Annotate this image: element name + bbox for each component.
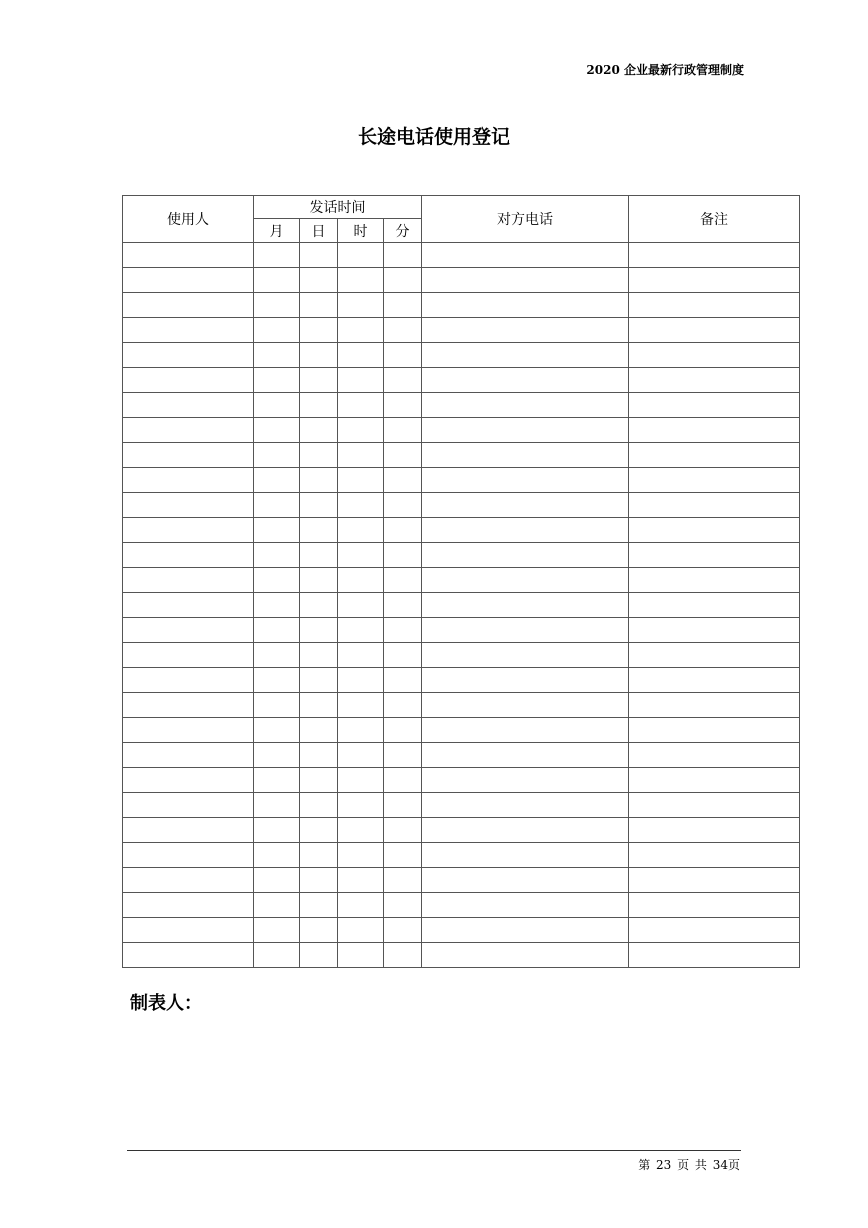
cell-month — [254, 668, 300, 693]
cell-user — [123, 843, 254, 868]
cell-user — [123, 593, 254, 618]
cell-hour — [338, 268, 384, 293]
cell-hour — [338, 668, 384, 693]
cell-day — [300, 418, 338, 443]
cell-month — [254, 293, 300, 318]
cell-month — [254, 468, 300, 493]
cell-day — [300, 468, 338, 493]
phone-log-table — [122, 195, 800, 968]
cell-month — [254, 318, 300, 343]
cell-hour — [338, 843, 384, 868]
cell-other-party-phone — [422, 393, 629, 418]
cell-minute — [384, 518, 422, 543]
cell-day — [300, 318, 338, 343]
cell-remarks — [629, 468, 800, 493]
cell-day — [300, 543, 338, 568]
cell-month — [254, 593, 300, 618]
cell-day — [300, 718, 338, 743]
cell-month — [254, 418, 300, 443]
cell-hour — [338, 243, 384, 268]
cell-other-party-phone — [422, 793, 629, 818]
cell-user — [123, 293, 254, 318]
cell-hour — [338, 643, 384, 668]
cell-minute — [384, 268, 422, 293]
cell-other-party-phone — [422, 918, 629, 943]
table-row — [123, 868, 800, 893]
cell-other-party-phone — [422, 618, 629, 643]
cell-user — [123, 618, 254, 643]
cell-minute — [384, 543, 422, 568]
cell-day — [300, 568, 338, 593]
cell-day — [300, 618, 338, 643]
cell-remarks — [629, 843, 800, 868]
cell-day — [300, 693, 338, 718]
cell-user — [123, 693, 254, 718]
cell-minute — [384, 393, 422, 418]
cell-other-party-phone — [422, 818, 629, 843]
cell-month — [254, 768, 300, 793]
column-header-call-time: 发话时间 — [254, 196, 422, 219]
cell-hour — [338, 493, 384, 518]
cell-other-party-phone — [422, 693, 629, 718]
cell-user — [123, 793, 254, 818]
cell-day — [300, 768, 338, 793]
cell-minute — [384, 743, 422, 768]
cell-day — [300, 893, 338, 918]
cell-month — [254, 868, 300, 893]
cell-hour — [338, 468, 384, 493]
cell-month — [254, 343, 300, 368]
cell-day — [300, 943, 338, 968]
cell-hour — [338, 343, 384, 368]
cell-remarks — [629, 568, 800, 593]
cell-day — [300, 443, 338, 468]
cell-hour — [338, 568, 384, 593]
cell-remarks — [629, 868, 800, 893]
table-row — [123, 493, 800, 518]
cell-other-party-phone — [422, 743, 629, 768]
column-header-hour: 时 — [338, 219, 384, 243]
cell-user — [123, 518, 254, 543]
footer-divider — [127, 1150, 741, 1151]
cell-minute — [384, 318, 422, 343]
cell-minute — [384, 418, 422, 443]
cell-hour — [338, 893, 384, 918]
cell-hour — [338, 543, 384, 568]
cell-other-party-phone — [422, 543, 629, 568]
cell-minute — [384, 593, 422, 618]
cell-minute — [384, 643, 422, 668]
running-header: 2020 企业最新行政管理制度 — [586, 63, 744, 77]
cell-other-party-phone — [422, 593, 629, 618]
table-row — [123, 243, 800, 268]
cell-day — [300, 793, 338, 818]
cell-user — [123, 343, 254, 368]
table-body — [123, 243, 800, 968]
cell-remarks — [629, 268, 800, 293]
cell-day — [300, 393, 338, 418]
table-row — [123, 843, 800, 868]
cell-remarks — [629, 593, 800, 618]
cell-user — [123, 243, 254, 268]
table-row — [123, 568, 800, 593]
cell-other-party-phone — [422, 343, 629, 368]
cell-day — [300, 293, 338, 318]
cell-remarks — [629, 693, 800, 718]
page-title: 长途电话使用登记 — [357, 126, 510, 148]
cell-month — [254, 918, 300, 943]
cell-minute — [384, 443, 422, 468]
table-row — [123, 443, 800, 468]
cell-remarks — [629, 918, 800, 943]
cell-month — [254, 943, 300, 968]
cell-hour — [338, 943, 384, 968]
table-row — [123, 793, 800, 818]
cell-hour — [338, 868, 384, 893]
cell-hour — [338, 793, 384, 818]
table-row — [123, 618, 800, 643]
cell-user — [123, 468, 254, 493]
cell-month — [254, 243, 300, 268]
cell-month — [254, 718, 300, 743]
cell-user — [123, 568, 254, 593]
cell-remarks — [629, 393, 800, 418]
cell-minute — [384, 793, 422, 818]
cell-minute — [384, 493, 422, 518]
cell-user — [123, 818, 254, 843]
cell-user — [123, 493, 254, 518]
cell-remarks — [629, 518, 800, 543]
cell-month — [254, 493, 300, 518]
cell-day — [300, 243, 338, 268]
cell-user — [123, 393, 254, 418]
cell-minute — [384, 818, 422, 843]
cell-hour — [338, 693, 384, 718]
cell-day — [300, 868, 338, 893]
cell-user — [123, 743, 254, 768]
table-row — [123, 393, 800, 418]
page-number: 第 23 页 共 34页 — [638, 1158, 740, 1172]
cell-remarks — [629, 743, 800, 768]
cell-other-party-phone — [422, 243, 629, 268]
cell-other-party-phone — [422, 568, 629, 593]
cell-user — [123, 943, 254, 968]
cell-remarks — [629, 643, 800, 668]
cell-day — [300, 518, 338, 543]
column-header-day: 日 — [300, 219, 338, 243]
cell-remarks — [629, 318, 800, 343]
cell-other-party-phone — [422, 943, 629, 968]
cell-remarks — [629, 943, 800, 968]
cell-day — [300, 818, 338, 843]
cell-user — [123, 268, 254, 293]
cell-month — [254, 843, 300, 868]
cell-remarks — [629, 343, 800, 368]
cell-month — [254, 568, 300, 593]
cell-minute — [384, 468, 422, 493]
table-row — [123, 293, 800, 318]
cell-minute — [384, 693, 422, 718]
table-row — [123, 593, 800, 618]
cell-hour — [338, 418, 384, 443]
table-row — [123, 943, 800, 968]
cell-minute — [384, 618, 422, 643]
cell-minute — [384, 343, 422, 368]
cell-day — [300, 268, 338, 293]
cell-hour — [338, 618, 384, 643]
table-row — [123, 743, 800, 768]
cell-hour — [338, 818, 384, 843]
cell-user — [123, 418, 254, 443]
cell-day — [300, 668, 338, 693]
cell-user — [123, 318, 254, 343]
cell-remarks — [629, 418, 800, 443]
cell-remarks — [629, 493, 800, 518]
cell-remarks — [629, 793, 800, 818]
cell-month — [254, 268, 300, 293]
table-row — [123, 693, 800, 718]
cell-hour — [338, 393, 384, 418]
cell-remarks — [629, 368, 800, 393]
cell-month — [254, 743, 300, 768]
cell-other-party-phone — [422, 468, 629, 493]
cell-month — [254, 443, 300, 468]
table-row — [123, 668, 800, 693]
cell-hour — [338, 368, 384, 393]
cell-day — [300, 743, 338, 768]
cell-other-party-phone — [422, 443, 629, 468]
cell-other-party-phone — [422, 868, 629, 893]
cell-user — [123, 668, 254, 693]
cell-other-party-phone — [422, 418, 629, 443]
cell-minute — [384, 243, 422, 268]
cell-other-party-phone — [422, 668, 629, 693]
cell-hour — [338, 518, 384, 543]
prepared-by-label: 制表人： — [130, 993, 202, 1014]
cell-other-party-phone — [422, 493, 629, 518]
table-row — [123, 918, 800, 943]
cell-other-party-phone — [422, 293, 629, 318]
column-header-user: 使用人 — [123, 196, 254, 243]
cell-minute — [384, 368, 422, 393]
cell-user — [123, 443, 254, 468]
cell-hour — [338, 443, 384, 468]
table-row — [123, 543, 800, 568]
cell-minute — [384, 718, 422, 743]
table-row — [123, 343, 800, 368]
cell-user — [123, 893, 254, 918]
cell-remarks — [629, 293, 800, 318]
cell-other-party-phone — [422, 718, 629, 743]
cell-remarks — [629, 893, 800, 918]
cell-user — [123, 643, 254, 668]
table-row — [123, 368, 800, 393]
table-row — [123, 268, 800, 293]
cell-hour — [338, 293, 384, 318]
cell-day — [300, 368, 338, 393]
table-row — [123, 418, 800, 443]
cell-user — [123, 768, 254, 793]
table-row — [123, 893, 800, 918]
cell-remarks — [629, 443, 800, 468]
cell-day — [300, 643, 338, 668]
cell-remarks — [629, 243, 800, 268]
cell-minute — [384, 918, 422, 943]
cell-user — [123, 868, 254, 893]
cell-other-party-phone — [422, 368, 629, 393]
cell-month — [254, 393, 300, 418]
cell-user — [123, 918, 254, 943]
table-row — [123, 818, 800, 843]
column-header-month: 月 — [254, 219, 300, 243]
cell-remarks — [629, 543, 800, 568]
cell-hour — [338, 318, 384, 343]
cell-month — [254, 368, 300, 393]
cell-day — [300, 918, 338, 943]
cell-minute — [384, 868, 422, 893]
cell-remarks — [629, 668, 800, 693]
table-row — [123, 768, 800, 793]
cell-remarks — [629, 618, 800, 643]
cell-user — [123, 543, 254, 568]
cell-day — [300, 343, 338, 368]
cell-month — [254, 893, 300, 918]
column-header-minute: 分 — [384, 219, 422, 243]
cell-minute — [384, 668, 422, 693]
cell-other-party-phone — [422, 768, 629, 793]
table-row — [123, 643, 800, 668]
cell-remarks — [629, 718, 800, 743]
cell-other-party-phone — [422, 843, 629, 868]
column-header-remarks: 备注 — [629, 196, 800, 243]
cell-other-party-phone — [422, 518, 629, 543]
cell-month — [254, 693, 300, 718]
cell-other-party-phone — [422, 643, 629, 668]
table-row — [123, 468, 800, 493]
cell-day — [300, 593, 338, 618]
cell-hour — [338, 718, 384, 743]
cell-hour — [338, 593, 384, 618]
cell-month — [254, 518, 300, 543]
cell-hour — [338, 768, 384, 793]
cell-minute — [384, 943, 422, 968]
table-row — [123, 518, 800, 543]
cell-remarks — [629, 768, 800, 793]
cell-minute — [384, 568, 422, 593]
table-row — [123, 318, 800, 343]
cell-month — [254, 643, 300, 668]
cell-day — [300, 493, 338, 518]
cell-minute — [384, 768, 422, 793]
cell-month — [254, 818, 300, 843]
cell-month — [254, 543, 300, 568]
cell-user — [123, 718, 254, 743]
cell-other-party-phone — [422, 268, 629, 293]
cell-hour — [338, 743, 384, 768]
cell-minute — [384, 893, 422, 918]
cell-user — [123, 368, 254, 393]
cell-day — [300, 843, 338, 868]
cell-other-party-phone — [422, 318, 629, 343]
cell-month — [254, 793, 300, 818]
cell-month — [254, 618, 300, 643]
cell-minute — [384, 293, 422, 318]
cell-hour — [338, 918, 384, 943]
cell-minute — [384, 843, 422, 868]
cell-remarks — [629, 818, 800, 843]
cell-other-party-phone — [422, 893, 629, 918]
column-header-other-party-phone: 对方电话 — [422, 196, 629, 243]
table-row — [123, 718, 800, 743]
